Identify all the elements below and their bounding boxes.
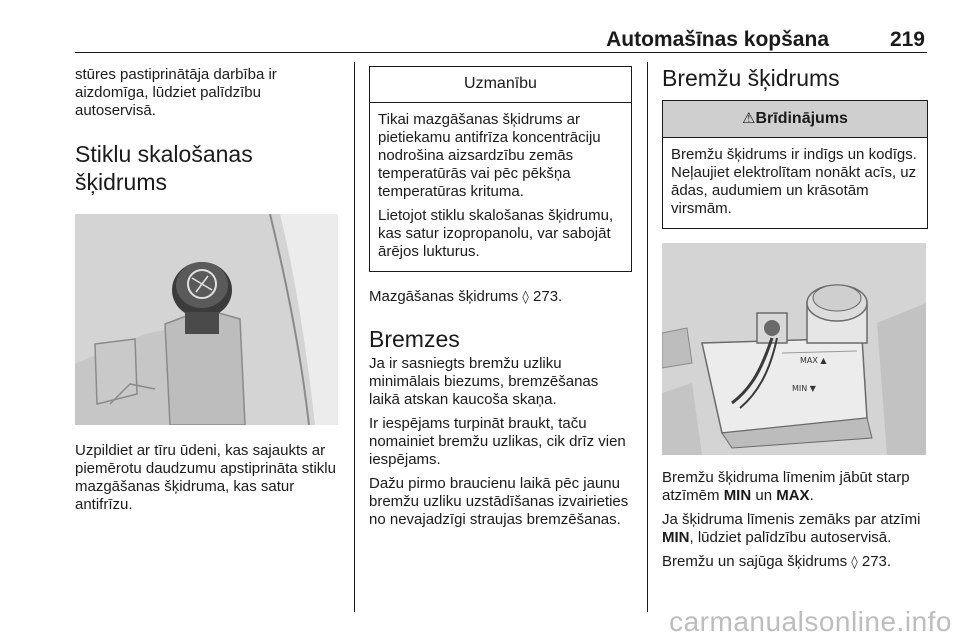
brakes-paragraph-1: Ja ir sasniegts bremžu uzliku minimālais biezums, bremzēšanas laikā atskan kaucoša skaņa. [369, 355, 599, 408]
warning-box [662, 100, 928, 229]
watermark: carmanualsonline.info [669, 606, 952, 637]
reference-text: Bremžu un sajūga šķidrums [662, 553, 848, 570]
min-label: MIN [723, 487, 752, 504]
caution-box [369, 66, 632, 272]
column-2 [369, 62, 632, 529]
page-reference-icon: ◊ [851, 555, 858, 570]
page-reference-icon: ◊ [522, 290, 529, 305]
min-mark-label: MIN ▼ [792, 384, 816, 393]
washer-reservoir-illustration [75, 214, 338, 425]
intro-text: stūres pastiprinātāja darbība ir aizdomīga, lūdziet palīdzību autoservisā. [75, 66, 277, 119]
caution-paragraph-2: Lietojot stiklu skalošanas šķidrumu, kas satur izopropanolu, var sabojāt ārējos lukturus. [378, 207, 614, 260]
warning-title: Brīdinājums [755, 110, 848, 127]
brake-fluid-level-text [662, 469, 928, 505]
max-label: MAX [776, 487, 810, 504]
washer-fluid-reference [369, 288, 632, 307]
level-text-part-3: . [809, 487, 814, 504]
brake-fluid-reference [662, 553, 928, 572]
washer-fluid-heading: Stiklu skalošanas šķidrums [75, 141, 253, 195]
reference-page: 273. [533, 288, 563, 305]
column-3 [662, 62, 928, 572]
brake-reservoir-illustration [662, 243, 926, 455]
page-number: 219 [889, 28, 925, 51]
low-text-part-1: Ja šķidruma līmenis zemāks par atzīmi [662, 511, 921, 528]
brake-reservoir-figure [662, 243, 926, 455]
brakes-paragraph-2: Ir iespējams turpināt braukt, taču nomainiet bremžu uzlikas, cik drīz vien iespējams. [369, 415, 626, 468]
column-divider-1 [354, 62, 355, 612]
column-divider-2 [647, 62, 648, 612]
page-header [75, 26, 927, 53]
brake-fluid-low-text [662, 511, 928, 547]
level-text-part-2: un [751, 487, 777, 504]
caution-body [370, 103, 631, 271]
washer-reservoir-figure [75, 214, 338, 425]
warning-triangle-icon: ⚠ [742, 109, 756, 127]
brakes-paragraph-3: Dažu pirmo braucienu laikā pēc jaunu bremžu uzliku uzstādīšanas izvairieties no nevajadzīgi straujas bremzēšanas. [369, 475, 629, 528]
running-title: Automašīnas kopšana [606, 28, 829, 51]
washer-fluid-instructions: Uzpildiet ar tīru ūdeni, kas sajaukts ar piemērotu daudzumu apstiprināta stiklu mazgāšanas šķidruma, kas satur antifrīzu. [75, 442, 336, 513]
caution-paragraph-1: Tikai mazgāšanas šķidrums ar pietiekamu antifrīza koncentrāciju nodrošina aizsardzību zemās temperatūrās vai pēc pēkšņa temperatūras krituma. [378, 111, 601, 200]
low-text-part-2: , lūdziet palīdzību autoservisā. [689, 529, 892, 546]
level-text-part-1: Bremžu šķidruma līmenim jābūt starp atzīmēm [662, 469, 910, 504]
reference-page: 273. [861, 553, 892, 570]
warning-text: Bremžu šķidrums ir indīgs un kodīgs. Neļaujiet elektrolītam nonākt acīs, uz ādas, audumiem un krāsotām virsmām. [671, 146, 917, 217]
brakes-heading: Bremzes [369, 326, 460, 352]
caution-title: Uzmanību [370, 67, 631, 103]
column-1 [75, 62, 340, 514]
warning-header [663, 101, 927, 138]
brake-fluid-heading: Bremžu šķidrums [662, 65, 840, 91]
reference-text: Mazgāšanas šķidrums [369, 288, 519, 305]
max-mark-label: MAX ▲ [800, 356, 827, 365]
warning-body [663, 138, 927, 228]
min-label-2: MIN [662, 529, 690, 546]
